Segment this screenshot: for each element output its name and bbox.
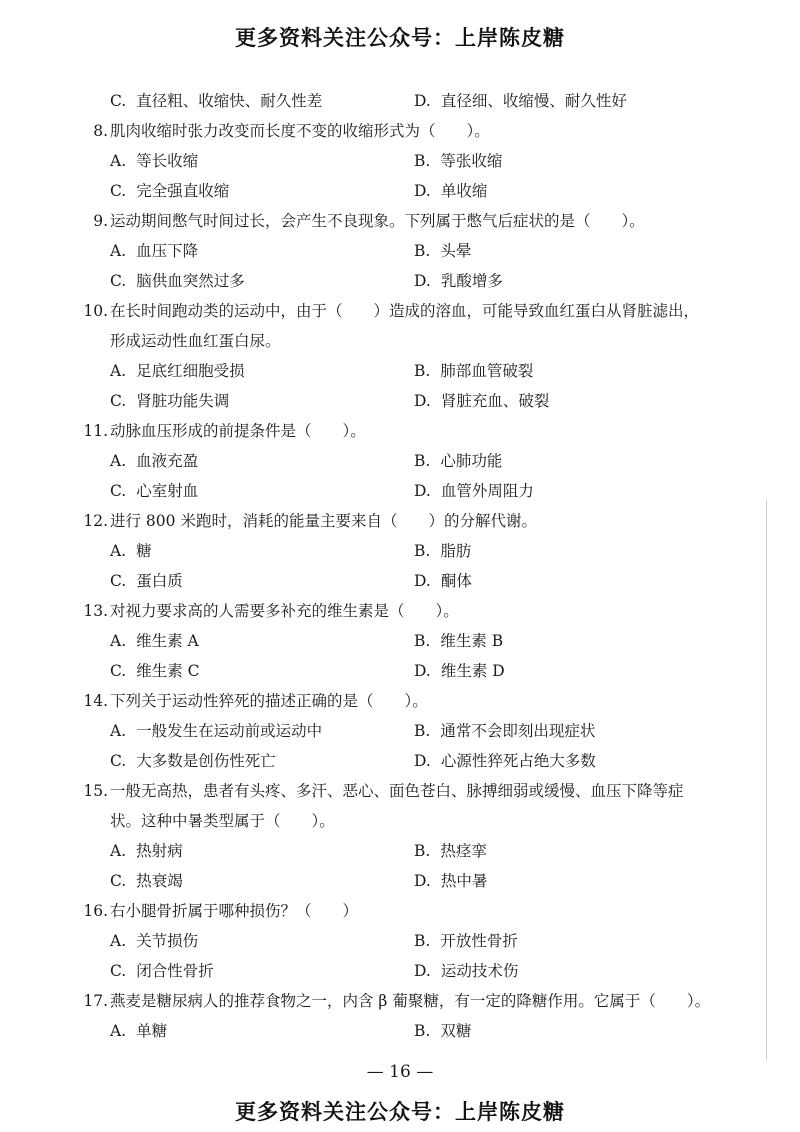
answer-option [110, 566, 183, 596]
answer-option [414, 146, 502, 176]
option-letter: A. [110, 842, 127, 860]
answer-option [414, 866, 487, 896]
option-letter: C. [110, 182, 127, 200]
options-row [0, 626, 800, 656]
answer-option [110, 266, 245, 296]
scan-margin-line [766, 500, 767, 1060]
answer-option [110, 926, 198, 956]
options-row [0, 836, 800, 866]
option-letter: B. [414, 362, 431, 380]
answer-option [110, 626, 199, 656]
question-stem [0, 416, 800, 446]
page-number: — 16 — [366, 1062, 434, 1082]
option-letter: D. [414, 752, 431, 770]
option-letter: A. [110, 542, 127, 560]
option-text: 热痉挛 [440, 842, 487, 860]
option-text: 血管外周阻力 [440, 482, 534, 500]
option-text: 乳酸增多 [440, 272, 503, 290]
answer-option [110, 956, 214, 986]
option-letter: A. [110, 362, 127, 380]
option-text: 大多数是创伤性死亡 [136, 752, 276, 770]
answer-option [110, 746, 276, 776]
question-text-continued: 形成运动性血红蛋白尿。 [110, 332, 281, 350]
question-number: 16. [83, 902, 108, 920]
option-text: 完全强直收缩 [136, 182, 230, 200]
question-stem [0, 206, 800, 236]
option-text: 血压下降 [136, 242, 199, 260]
option-text: 肾脏充血、破裂 [440, 392, 550, 410]
answer-option [110, 176, 229, 206]
option-text: 单糖 [136, 1022, 168, 1040]
answer-option [414, 476, 534, 506]
option-letter: A. [110, 632, 127, 650]
answer-option [414, 356, 533, 386]
option-text: 直径粗、收缩快、耐久性差 [136, 92, 323, 110]
options-row [0, 716, 800, 746]
question-stem [0, 596, 800, 626]
answer-option [414, 266, 503, 296]
option-text: 一般发生在运动前或运动中 [136, 722, 323, 740]
option-letter: D. [414, 482, 431, 500]
options-row [0, 476, 800, 506]
options-row [0, 1016, 800, 1046]
option-letter: A. [110, 152, 127, 170]
option-text: 心源性猝死占绝大多数 [440, 752, 596, 770]
question-continuation [0, 806, 800, 836]
answer-option [414, 626, 503, 656]
question-number: 10. [83, 302, 108, 320]
question-text: 下列关于运动性猝死的描述正确的是（ ）。 [110, 692, 428, 710]
question-text: 右小腿骨折属于哪种损伤？（ ） [110, 902, 359, 920]
question-text: 运动期间憋气时间过长，会产生不良现象。下列属于憋气后症状的是（ ）。 [110, 212, 645, 230]
option-text: 心肺功能 [440, 452, 503, 470]
options-row [0, 866, 800, 896]
option-letter: D. [414, 662, 431, 680]
answer-option [110, 446, 198, 476]
option-text: 肺部血管破裂 [440, 362, 534, 380]
option-letter: B. [414, 1022, 431, 1040]
options-row [0, 956, 800, 986]
answer-option [110, 356, 245, 386]
option-letter: B. [414, 452, 431, 470]
answer-option [110, 386, 229, 416]
option-letter: C. [110, 482, 127, 500]
question-number: 9. [93, 212, 108, 230]
option-text: 心室射血 [136, 482, 199, 500]
option-text: 热衰竭 [136, 872, 183, 890]
answer-option [414, 446, 502, 476]
header-banner: 更多资料关注公众号：上岸陈皮糖 [235, 26, 565, 50]
footer-banner: 更多资料关注公众号：上岸陈皮糖 [235, 1100, 565, 1124]
options-row [0, 176, 800, 206]
answer-option [110, 656, 200, 686]
option-letter: C. [110, 872, 127, 890]
option-letter: A. [110, 242, 127, 260]
answer-option [414, 86, 627, 116]
question-text: 进行 800 米跑时，消耗的能量主要来自（ ）的分解代谢。 [110, 512, 537, 530]
answer-option [414, 1016, 471, 1046]
options-row [0, 926, 800, 956]
option-text: 足底红细胞受损 [136, 362, 245, 380]
option-letter: C. [110, 662, 127, 680]
option-letter: D. [414, 872, 431, 890]
option-letter: C. [110, 752, 127, 770]
answer-option [414, 746, 596, 776]
question-text-continued: 状。这种中暑类型属于（ ）。 [110, 812, 335, 830]
options-row [0, 746, 800, 776]
answer-option [414, 236, 471, 266]
option-letter: D. [414, 182, 431, 200]
question-stem [0, 986, 800, 1016]
answer-option [110, 86, 322, 116]
question-number: 8. [93, 122, 108, 140]
answer-option [110, 236, 198, 266]
option-letter: B. [414, 242, 431, 260]
option-letter: C. [110, 572, 127, 590]
option-text: 双糖 [440, 1022, 472, 1040]
option-letter: C. [110, 392, 127, 410]
question-continuation [0, 326, 800, 356]
question-number: 14. [83, 692, 108, 710]
option-text: 脑供血突然过多 [136, 272, 245, 290]
answer-option [110, 866, 183, 896]
option-letter: B. [414, 842, 431, 860]
option-text: 血液充盈 [136, 452, 199, 470]
options-row [0, 566, 800, 596]
option-letter: D. [414, 92, 431, 110]
option-text: 酮体 [440, 572, 472, 590]
option-letter: D. [414, 392, 431, 410]
question-stem [0, 506, 800, 536]
option-letter: A. [110, 452, 127, 470]
option-letter: C. [110, 272, 127, 290]
answer-option [414, 536, 471, 566]
question-text: 在长时间跑动类的运动中，由于（ ）造成的溶血，可能导致血红蛋白从肾脏滤出， [110, 302, 700, 320]
options-row [0, 266, 800, 296]
options-row [0, 446, 800, 476]
answer-option [414, 386, 549, 416]
options-row [0, 236, 800, 266]
question-stem [0, 686, 800, 716]
option-text: 维生素 A [136, 632, 199, 650]
option-text: 脂肪 [440, 542, 472, 560]
option-text: 通常不会即刻出现症状 [440, 722, 596, 740]
question-text: 对视力要求高的人需要多补充的维生素是（ ）。 [110, 602, 459, 620]
question-number: 17. [83, 992, 108, 1010]
option-letter: D. [414, 572, 431, 590]
question-text: 燕麦是糖尿病人的推荐食物之一，内含 β 葡聚糖，有一定的降糖作用。它属于（ ）。 [110, 992, 711, 1010]
question-stem [0, 776, 800, 806]
option-text: 热中暑 [440, 872, 488, 890]
option-letter: D. [414, 272, 431, 290]
options-row [0, 536, 800, 566]
option-text: 等张收缩 [440, 152, 503, 170]
question-number: 13. [83, 602, 108, 620]
answer-option [414, 956, 518, 986]
option-text: 蛋白质 [136, 572, 183, 590]
question-stem [0, 296, 800, 326]
option-text: 维生素 D [440, 662, 505, 680]
option-text: 运动技术伤 [440, 962, 519, 980]
option-text: 热射病 [136, 842, 183, 860]
answer-option [110, 476, 198, 506]
option-text: 关节损伤 [136, 932, 199, 950]
option-text: 糖 [136, 542, 152, 560]
option-letter: B. [414, 932, 431, 950]
option-letter: D. [414, 962, 431, 980]
options-row [0, 386, 800, 416]
answer-option [414, 716, 595, 746]
exam-page [0, 86, 800, 1046]
question-number: 12. [83, 512, 108, 530]
option-text: 等长收缩 [136, 152, 199, 170]
question-text: 动脉血压形成的前提条件是（ ）。 [110, 422, 366, 440]
question-stem [0, 896, 800, 926]
option-text: 维生素 C [136, 662, 200, 680]
answer-option [414, 566, 472, 596]
option-text: 头晕 [440, 242, 472, 260]
option-letter: B. [414, 722, 431, 740]
option-letter: C. [110, 92, 127, 110]
options-row [0, 656, 800, 686]
options-row [0, 146, 800, 176]
option-letter: A. [110, 932, 127, 950]
answer-option [414, 656, 505, 686]
option-letter: B. [414, 542, 431, 560]
option-letter: B. [414, 152, 431, 170]
options-row [0, 356, 800, 386]
answer-option [414, 176, 487, 206]
question-text: 一般无高热，患者有头疼、多汗、恶心、面色苍白、脉搏细弱或缓慢、血压下降等症 [110, 782, 684, 800]
option-letter: B. [414, 632, 431, 650]
question-stem [0, 116, 800, 146]
options-row [0, 86, 800, 116]
question-number: 15. [83, 782, 108, 800]
option-text: 维生素 B [440, 632, 504, 650]
answer-option [110, 536, 152, 566]
option-letter: C. [110, 962, 127, 980]
question-text: 肌肉收缩时张力改变而长度不变的收缩形式为（ ）。 [110, 122, 490, 140]
option-text: 肾脏功能失调 [136, 392, 230, 410]
answer-option [110, 1016, 167, 1046]
answer-option [414, 836, 487, 866]
option-text: 单收缩 [440, 182, 488, 200]
question-number: 11. [83, 422, 108, 440]
option-text: 直径细、收缩慢、耐久性好 [440, 92, 627, 110]
answer-option [110, 716, 322, 746]
option-letter: A. [110, 722, 127, 740]
option-letter: A. [110, 1022, 127, 1040]
option-text: 闭合性骨折 [136, 962, 214, 980]
answer-option [414, 926, 518, 956]
answer-option [110, 146, 198, 176]
option-text: 开放性骨折 [440, 932, 518, 950]
answer-option [110, 836, 183, 866]
